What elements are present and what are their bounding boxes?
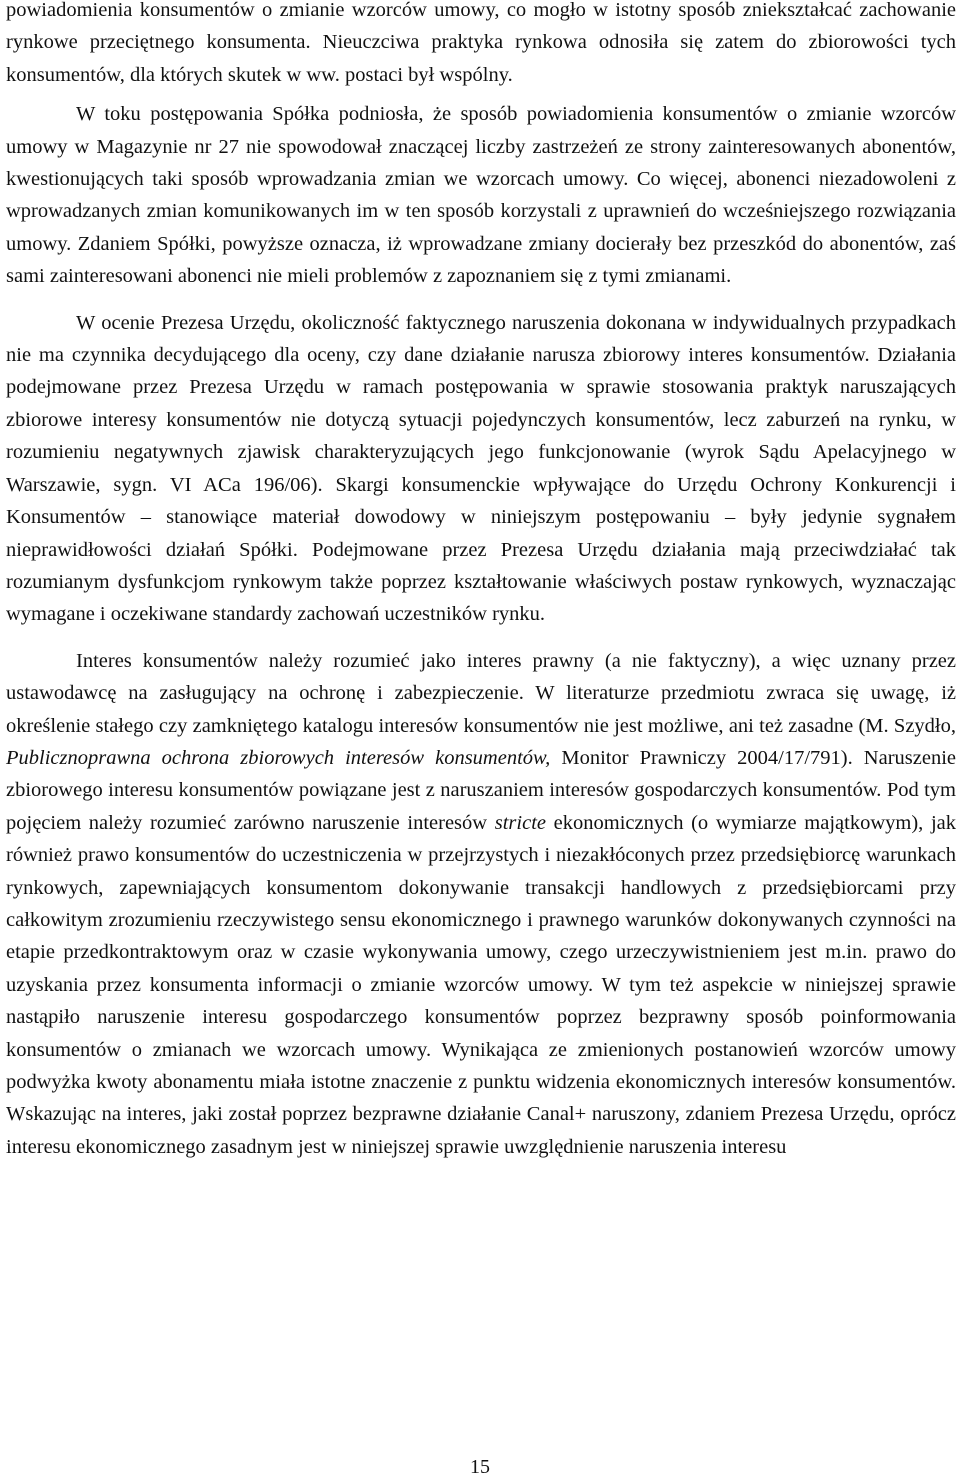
paragraph-company-argument: W toku postępowania Spółka podniosła, że sposób powiadomienia konsumentów o zmianie wzorców umowy w Magazynie nr 27 nie spowodował znaczącej liczby zastrzeżeń ze strony zainteresowanych abonentów, kwestionujących taki sposób wprowadzania zmian we wzorcach umowy. Co więcej, abonenci niezadowoleni z wprowadzanych zmian komunikowanych im w ten sposób korzystali z uprawnień do wcześniejszego rozwiązania umowy. Zdaniem Spółki, powyższe oznacza, iż wprowadzane zmiany docierały bez przeszkód do abonentów, zaś sami zainteresowani abonenci nie mieli problemów z zapoznaniem się z tymi zmianami. xyxy=(6,103,956,288)
paragraph-gap xyxy=(6,293,956,307)
paragraph-text: Interes konsumentów należy rozumieć jako interes prawny (a nie faktyczny), a więc uznany przez ustawodawcę na zasługujący na ochronę i zabezpieczenie. W literaturze przedmiotu zwraca się uwagę, iż określenie stałego czy zamkniętego katalogu interesów konsumentów nie jest możliwe, ani też zasadne (M. Szydło, xyxy=(6,649,956,737)
document-page xyxy=(6,0,956,1163)
citation-title-italic: Publicznoprawna ochrona zbiorowych interesów konsumentów, xyxy=(6,746,551,769)
paragraph-consumer-interest xyxy=(6,645,956,1164)
latin-term-italic: stricte xyxy=(494,811,546,834)
paragraph-gap xyxy=(6,631,956,645)
page-number: 15 xyxy=(470,1456,490,1478)
paragraph-continuation: powiadomienia konsumentów o zmianie wzorców umowy, co mogło w istotny sposób zniekształcać zachowanie rynkowe przeciętnego konsumenta. Nieuczciwa praktyka rynkowa odnosiła się zatem do zbiorowości tych konsumentów, dla których skutek w ww. postaci był wspólny. xyxy=(6,0,956,86)
paragraph-gap xyxy=(6,91,956,98)
paragraph-president-assessment: W ocenie Prezesa Urzędu, okoliczność faktycznego naruszenia dokonana w indywidualnych przypadkach nie ma czynnika decydującego dla oceny, czy dane działanie narusza zbiorowy interes konsumentów. Działania podejmowane przez Prezesa Urzędu w ramach postępowania w sprawie stosowania praktyk naruszających zbiorowe interesy konsumentów nie dotyczą sytuacji pojedynczych konsumentów, lecz zaburzeń na rynku, w rozumieniu negatywnych zjawisk charakteryzujących jego funkcjonowanie (wyrok Sądu Apelacyjnego w Warszawie, sygn. VI ACa 196/06). Skargi konsumenckie wpływające do Urzędu Ochrony Konkurencji i Konsumentów – stanowiące materiał dowodowy w niniejszym postępowaniu – były jedynie sygnałem nieprawidłowości działań Spółki. Podejmowane przez Prezesa Urzędu działania mają przeciwdziałać tak rozumianym dysfunkcjom rynkowym także poprzez kształtowanie właściwych postaw rynkowych, wyznaczając wymagane i oczekiwane standardy zachowań uczestników rynku. xyxy=(6,311,956,626)
paragraph-text: Monitor Prawniczy 2004/17/791). Naruszenie zbiorowego interesu konsumentów powiązane jest z naruszaniem interesów gospodarczych konsumentów. Pod tym pojęciem należy rozumieć zarówno naruszenie interesów xyxy=(6,746,956,834)
paragraph-text: ekonomicznych (o wymiarze majątkowym), jak również prawo konsumentów do uczestniczenia w przejrzystych i niezakłóconych przez przedsiębiorcę warunkach rynkowych, zapewniających konsumentom dokonywanie transakcji handlowych z przedsiębiorcami przy całkowitym zrozumieniu rzeczywistego sensu ekonomicznego i prawnego warunków dokonywanych czynności na etapie przedkontraktowym oraz w czasie wykonywania umowy, czego urzeczywistnieniem jest m.in. prawo do uzyskania przez konsumenta informacji o zmianie wzorców umowy. W tym też aspekcie w niniejszej sprawie nastąpiło naruszenie interesu gospodarczego konsumentów poprzez bezprawny sposób poinformowania konsumentów o zmianach we wzorcach umowy. Wynikająca ze zmienionych postanowień wzorców umowy podwyżka kwoty abonamentu miała istotne znaczenie z punktu widzenia ekonomicznych interesów konsumentów. Wskazując na interes, jaki został poprzez bezprawne działanie Canal+ naruszony, zdaniem Prezesa Urzędu, oprócz interesu ekonomicznego zasadnym jest w niniejszej sprawie uwzględnienie naruszenia interesu xyxy=(6,811,956,1158)
